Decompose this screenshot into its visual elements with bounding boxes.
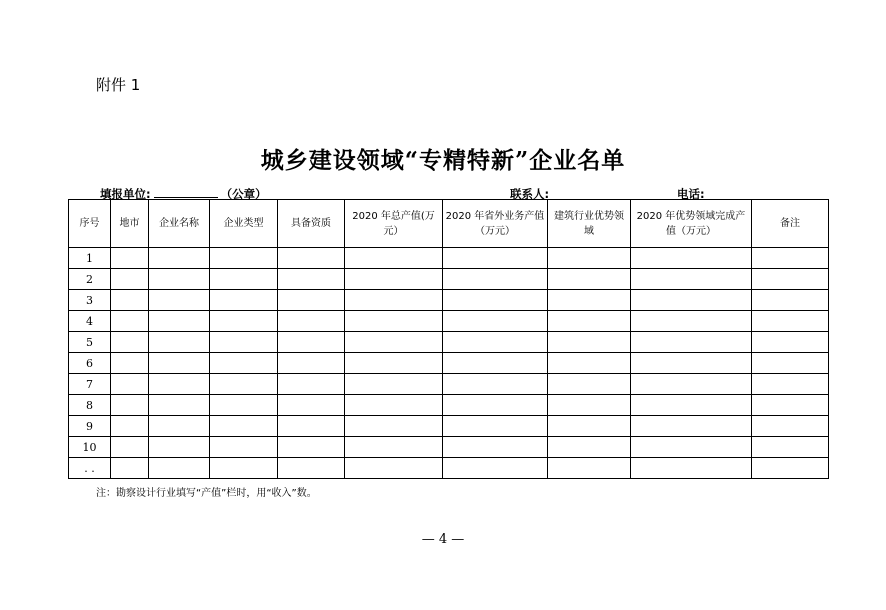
table-cell <box>345 437 443 458</box>
table-cell <box>278 332 345 353</box>
header-company-type: 企业类型 <box>210 200 278 248</box>
row-index: 4 <box>69 311 111 332</box>
enterprise-table <box>68 199 829 479</box>
table-cell <box>210 248 278 269</box>
table-cell <box>278 269 345 290</box>
header-city: 地市 <box>111 200 149 248</box>
table-cell <box>149 290 210 311</box>
table-cell <box>149 353 210 374</box>
table-cell <box>631 416 752 437</box>
table-cell <box>631 332 752 353</box>
table-cell <box>210 269 278 290</box>
table-cell <box>548 332 631 353</box>
table-row <box>69 416 829 437</box>
table-cell <box>111 458 149 479</box>
table-cell <box>278 437 345 458</box>
row-index: 2 <box>69 269 111 290</box>
table-cell <box>149 248 210 269</box>
table-row <box>69 395 829 416</box>
table-cell <box>149 332 210 353</box>
header-total-output: 2020 年总产值(万元） <box>345 200 443 248</box>
header-company-name: 企业名称 <box>149 200 210 248</box>
table-cell <box>278 290 345 311</box>
table-cell <box>443 353 548 374</box>
table-cell <box>149 374 210 395</box>
table-cell <box>345 269 443 290</box>
table-cell <box>443 290 548 311</box>
table-cell <box>443 332 548 353</box>
table-cell <box>631 458 752 479</box>
header-advantage-output: 2020 年优势领域完成产值（万元） <box>631 200 752 248</box>
table-cell <box>443 248 548 269</box>
table-row <box>69 248 829 269</box>
table-cell <box>631 290 752 311</box>
table-cell <box>278 374 345 395</box>
table-cell <box>345 332 443 353</box>
table-cell <box>631 248 752 269</box>
table-cell <box>548 269 631 290</box>
table-cell <box>752 332 829 353</box>
table-cell <box>149 395 210 416</box>
table-cell <box>443 416 548 437</box>
table-cell <box>345 311 443 332</box>
table-cell <box>345 290 443 311</box>
table-cell <box>111 395 149 416</box>
table-cell <box>210 311 278 332</box>
phone-label: 电话: <box>677 187 705 201</box>
table-cell <box>345 458 443 479</box>
table-cell <box>210 395 278 416</box>
table-row <box>69 374 829 395</box>
table-cell <box>443 458 548 479</box>
table-cell <box>111 332 149 353</box>
reporting-unit-blank <box>154 186 218 198</box>
table-cell <box>345 374 443 395</box>
table-cell <box>111 353 149 374</box>
footnote: 注：勘察设计行业填写“产值”栏时，用“收入”数。 <box>96 488 317 499</box>
table-cell <box>443 437 548 458</box>
table-cell <box>548 437 631 458</box>
row-index: . . <box>69 458 111 479</box>
table-row <box>69 269 829 290</box>
reporting-unit-label: 填报单位: <box>100 187 151 201</box>
table-row <box>69 353 829 374</box>
table-cell <box>278 311 345 332</box>
table-cell <box>752 395 829 416</box>
table-cell <box>210 458 278 479</box>
table-cell <box>548 353 631 374</box>
table-cell <box>752 353 829 374</box>
table-cell <box>149 416 210 437</box>
header-out-of-province-output: 2020 年省外业务产值（万元） <box>443 200 548 248</box>
page-number: — 4 — <box>421 532 465 547</box>
table-cell <box>752 311 829 332</box>
table-cell <box>548 374 631 395</box>
header-qualification: 具备资质 <box>278 200 345 248</box>
table-cell <box>752 248 829 269</box>
contact-label: 联系人: <box>510 187 550 201</box>
table-cell <box>631 353 752 374</box>
header-index: 序号 <box>69 200 111 248</box>
table-cell <box>752 290 829 311</box>
table-cell <box>548 248 631 269</box>
table-cell <box>548 416 631 437</box>
row-index: 3 <box>69 290 111 311</box>
table-cell <box>752 437 829 458</box>
table-cell <box>345 395 443 416</box>
row-index: 5 <box>69 332 111 353</box>
table-cell <box>111 311 149 332</box>
table-cell <box>210 290 278 311</box>
row-index: 8 <box>69 395 111 416</box>
table-cell <box>111 416 149 437</box>
seal-label: （公章） <box>220 187 267 201</box>
table-cell <box>149 311 210 332</box>
table-cell <box>548 458 631 479</box>
table-cell <box>752 416 829 437</box>
table-cell <box>111 437 149 458</box>
row-index: 9 <box>69 416 111 437</box>
row-index: 7 <box>69 374 111 395</box>
table-cell <box>149 437 210 458</box>
table-cell <box>210 374 278 395</box>
table-cell <box>278 416 345 437</box>
table-cell <box>548 311 631 332</box>
table-cell <box>752 374 829 395</box>
table-row <box>69 458 829 479</box>
table-cell <box>278 248 345 269</box>
table-cell <box>548 395 631 416</box>
table-cell <box>210 416 278 437</box>
table-cell <box>548 290 631 311</box>
table-row <box>69 311 829 332</box>
table-cell <box>345 353 443 374</box>
table-row <box>69 332 829 353</box>
table-cell <box>443 395 548 416</box>
table-cell <box>149 458 210 479</box>
table-cell <box>278 458 345 479</box>
attachment-label: 附件 1 <box>96 76 141 94</box>
table-cell <box>443 269 548 290</box>
table-cell <box>752 269 829 290</box>
header-advantage-field: 建筑行业优势领域 <box>548 200 631 248</box>
table-cell <box>278 395 345 416</box>
table-cell <box>752 458 829 479</box>
table-header-row <box>69 200 829 248</box>
table-cell <box>443 374 548 395</box>
table-cell <box>443 311 548 332</box>
table-cell <box>631 437 752 458</box>
table-cell <box>631 269 752 290</box>
header-remarks: 备注 <box>752 200 829 248</box>
table-cell <box>345 416 443 437</box>
document-title: 城乡建设领域“专精特新”企业名单 <box>260 147 626 174</box>
table-row <box>69 437 829 458</box>
table-cell <box>631 374 752 395</box>
row-index: 1 <box>69 248 111 269</box>
table-cell <box>345 248 443 269</box>
table-cell <box>111 374 149 395</box>
table-cell <box>631 311 752 332</box>
row-index: 6 <box>69 353 111 374</box>
table-cell <box>210 332 278 353</box>
table-cell <box>111 290 149 311</box>
table-cell <box>210 353 278 374</box>
table-row <box>69 290 829 311</box>
row-index: 10 <box>69 437 111 458</box>
table-cell <box>210 437 278 458</box>
table-cell <box>111 269 149 290</box>
table-cell <box>631 395 752 416</box>
table-cell <box>111 248 149 269</box>
table-cell <box>149 269 210 290</box>
table-cell <box>278 353 345 374</box>
